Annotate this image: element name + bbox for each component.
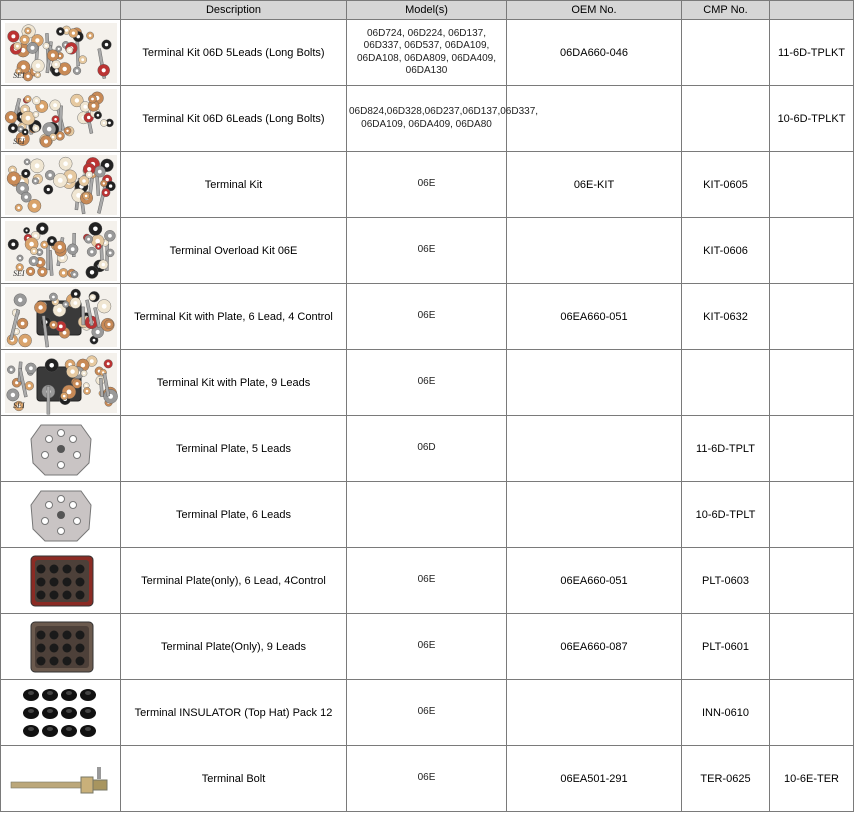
description-cell: Terminal Kit 06D 5Leads (Long Bolts) [121, 20, 347, 86]
terminal-kit-plate-photo-icon [5, 287, 117, 347]
oem-cell: 06EA660-087 [507, 614, 682, 680]
models-cell: 06D [347, 416, 507, 482]
description-cell: Terminal Plate(only), 6 Lead, 4Control [121, 548, 347, 614]
header-cmp: CMP No. [682, 1, 770, 20]
description-cell: Terminal Plate(Only), 9 Leads [121, 614, 347, 680]
part-code-cell [770, 548, 854, 614]
product-image [1, 284, 121, 350]
product-image [1, 548, 121, 614]
insulator-pack-photo-icon [5, 683, 117, 743]
models-cell [347, 482, 507, 548]
models-cell: 06E [347, 284, 507, 350]
cmp-cell: KIT-0605 [682, 152, 770, 218]
cmp-cell [682, 350, 770, 416]
description-cell: Terminal Plate, 5 Leads [121, 416, 347, 482]
oem-cell: 06EA660-051 [507, 548, 682, 614]
oem-cell: 06EA501-291 [507, 746, 682, 812]
table-row [1, 548, 854, 614]
product-image [1, 482, 121, 548]
table-row [1, 416, 854, 482]
models-cell: 06D724, 06D224, 06D137, 06D337, 06D537, 06DA109, 06DA108, 06DA809, 06DA409, 06DA130 [347, 20, 507, 86]
models-cell: 06E [347, 152, 507, 218]
oem-cell [507, 416, 682, 482]
part-code-cell [770, 350, 854, 416]
oem-cell [507, 218, 682, 284]
description-cell: Terminal Kit [121, 152, 347, 218]
part-code-cell [770, 614, 854, 680]
description-cell: Terminal Overload Kit 06E [121, 218, 347, 284]
description-cell: Terminal Bolt [121, 746, 347, 812]
description-cell: Terminal Kit with Plate, 9 Leads [121, 350, 347, 416]
terminal-plate-only-photo-icon [5, 617, 117, 677]
terminal-kit-photo-icon [5, 23, 117, 83]
table-row [1, 86, 854, 152]
header-row [1, 1, 854, 20]
cmp-cell: 10-6D-TPLT [682, 482, 770, 548]
terminal-plate-photo-icon [5, 419, 117, 479]
product-image [1, 746, 121, 812]
product-image [1, 416, 121, 482]
table-row [1, 20, 854, 86]
header-extra [770, 1, 854, 20]
models-cell: 06E [347, 350, 507, 416]
description-cell: Terminal Kit 06D 6Leads (Long Bolts) [121, 86, 347, 152]
part-code-cell [770, 680, 854, 746]
terminal-kit-photo-icon [5, 155, 117, 215]
part-code-cell [770, 218, 854, 284]
sei-watermark: SEI [12, 136, 25, 146]
product-image [1, 350, 121, 416]
cmp-cell: INN-0610 [682, 680, 770, 746]
cmp-cell: KIT-0632 [682, 284, 770, 350]
oem-cell [507, 482, 682, 548]
cmp-cell [682, 86, 770, 152]
models-cell: 06E [347, 614, 507, 680]
table-row [1, 284, 854, 350]
cmp-cell [682, 20, 770, 86]
header-description: Description [121, 1, 347, 20]
product-image [1, 20, 121, 86]
terminal-bolt-photo-icon [5, 749, 117, 809]
table-row [1, 218, 854, 284]
product-image [1, 152, 121, 218]
part-code-cell: 10-6D-TPLKT [770, 86, 854, 152]
product-image [1, 614, 121, 680]
sei-watermark: SEI [12, 268, 25, 278]
cmp-cell: 11-6D-TPLT [682, 416, 770, 482]
part-code-cell: 11-6D-TPLKT [770, 20, 854, 86]
part-code-cell [770, 416, 854, 482]
models-cell: 06E [347, 746, 507, 812]
oem-cell [507, 350, 682, 416]
part-code-cell: 10-6E-TER [770, 746, 854, 812]
part-code-cell [770, 152, 854, 218]
table-row [1, 614, 854, 680]
oem-cell: 06DA660-046 [507, 20, 682, 86]
oem-cell [507, 680, 682, 746]
cmp-cell: PLT-0603 [682, 548, 770, 614]
description-cell: Terminal Plate, 6 Leads [121, 482, 347, 548]
part-code-cell [770, 284, 854, 350]
table-row [1, 680, 854, 746]
table-row [1, 746, 854, 812]
description-cell: Terminal Kit with Plate, 6 Lead, 4 Control [121, 284, 347, 350]
part-code-cell [770, 482, 854, 548]
header-image [1, 1, 121, 20]
cmp-cell: PLT-0601 [682, 614, 770, 680]
cmp-cell: KIT-0606 [682, 218, 770, 284]
table-row [1, 152, 854, 218]
terminal-plate-photo-icon [5, 485, 117, 545]
cmp-cell: TER-0625 [682, 746, 770, 812]
models-cell: 06E [347, 218, 507, 284]
description-cell: Terminal INSULATOR (Top Hat) Pack 12 [121, 680, 347, 746]
sei-watermark: SEI [12, 400, 25, 410]
terminal-kit-plate-photo-icon [5, 353, 117, 413]
product-image [1, 680, 121, 746]
oem-cell: 06EA660-051 [507, 284, 682, 350]
oem-cell [507, 86, 682, 152]
terminal-kit-photo-icon [5, 221, 117, 281]
sei-watermark: SEI [12, 70, 25, 80]
models-cell: 06E [347, 680, 507, 746]
product-image [1, 86, 121, 152]
product-image [1, 218, 121, 284]
models-cell: 06E [347, 548, 507, 614]
terminal-plate-only-photo-icon [5, 551, 117, 611]
terminal-kit-photo-icon [5, 89, 117, 149]
header-oem: OEM No. [507, 1, 682, 20]
header-models: Model(s) [347, 1, 507, 20]
table-row [1, 482, 854, 548]
models-cell: 06D824,06D328,06D237,06D137,06D337, 06DA109, 06DA409, 06DA80 [347, 86, 507, 152]
table-row [1, 350, 854, 416]
oem-cell: 06E-KIT [507, 152, 682, 218]
